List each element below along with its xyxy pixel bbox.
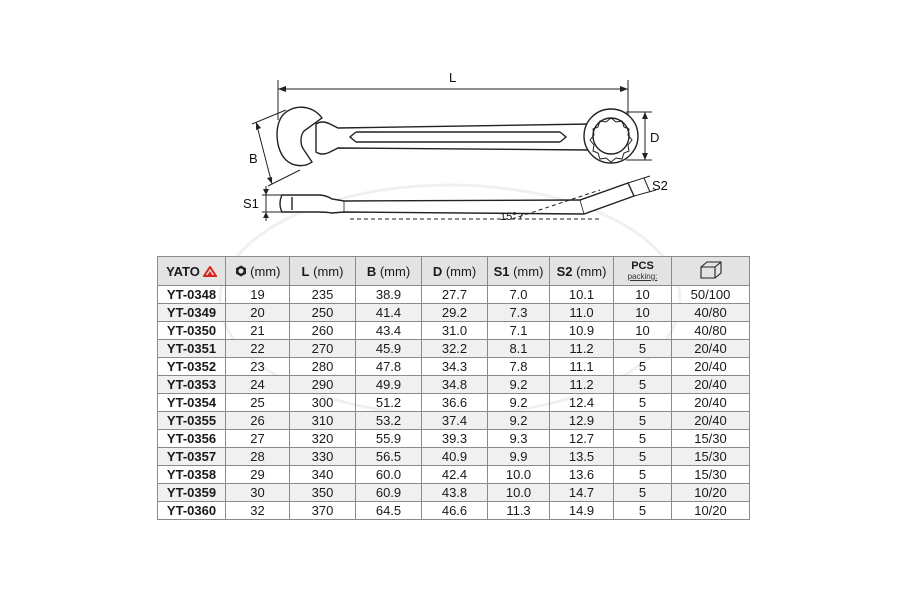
- table-cell: 9.2: [488, 412, 550, 430]
- table-cell: 26: [226, 412, 290, 430]
- table-cell: 42.4: [422, 466, 488, 484]
- table-cell: 12.7: [550, 430, 614, 448]
- table-cell: 45.9: [356, 340, 422, 358]
- table-cell: 43.4: [356, 322, 422, 340]
- table-cell: 10: [614, 322, 672, 340]
- table-cell: 46.6: [422, 502, 488, 520]
- table-cell: 10.0: [488, 466, 550, 484]
- table-header-row: [158, 257, 750, 286]
- box-icon: [700, 261, 722, 279]
- header-D: D (mm): [422, 257, 488, 286]
- table-cell: 7.1: [488, 322, 550, 340]
- product-code-cell: YT-0353: [158, 376, 226, 394]
- table-cell: 31.0: [422, 322, 488, 340]
- header-L: L (mm): [290, 257, 356, 286]
- product-code-cell: YT-0355: [158, 412, 226, 430]
- table-cell: 10: [614, 286, 672, 304]
- table-cell: 310: [290, 412, 356, 430]
- dim-label-L: L: [449, 70, 457, 85]
- header-S1: S1 (mm): [488, 257, 550, 286]
- table-cell: 14.9: [550, 502, 614, 520]
- table-cell: 9.2: [488, 394, 550, 412]
- dimension-L: [278, 80, 628, 120]
- table-cell: 5: [614, 484, 672, 502]
- table-cell: 50/100: [672, 286, 750, 304]
- product-code-cell: YT-0356: [158, 430, 226, 448]
- header-size: [226, 257, 290, 286]
- table-cell: 23: [226, 358, 290, 376]
- wrench-side-view: [280, 183, 634, 214]
- table-cell: 5: [614, 340, 672, 358]
- table-cell: 11.2: [550, 340, 614, 358]
- table-cell: 5: [614, 448, 672, 466]
- table-cell: 7.3: [488, 304, 550, 322]
- table-cell: 10/20: [672, 502, 750, 520]
- product-code-cell: YT-0358: [158, 466, 226, 484]
- table-cell: 64.5: [356, 502, 422, 520]
- table-cell: 5: [614, 376, 672, 394]
- table-row: [158, 502, 750, 520]
- table-cell: 55.9: [356, 430, 422, 448]
- header-pcs: [614, 257, 672, 286]
- header-packing-label: packing:: [627, 272, 658, 281]
- table-cell: 32.2: [422, 340, 488, 358]
- table-row: [158, 322, 750, 340]
- angle-label: 15°: [500, 211, 517, 223]
- yato-logo-icon: [203, 266, 217, 277]
- table-cell: 37.4: [422, 412, 488, 430]
- table-cell: 11.1: [550, 358, 614, 376]
- dim-label-B: B: [249, 151, 258, 166]
- table-cell: 38.9: [356, 286, 422, 304]
- table-cell: 370: [290, 502, 356, 520]
- table-cell: 20/40: [672, 376, 750, 394]
- table-cell: 15/30: [672, 466, 750, 484]
- product-code-cell: YT-0359: [158, 484, 226, 502]
- table-cell: 40/80: [672, 304, 750, 322]
- product-code-cell: YT-0350: [158, 322, 226, 340]
- table-cell: 350: [290, 484, 356, 502]
- table-row: [158, 430, 750, 448]
- table-cell: 9.3: [488, 430, 550, 448]
- table-cell: 27.7: [422, 286, 488, 304]
- table-row: [158, 412, 750, 430]
- table-cell: 12.4: [550, 394, 614, 412]
- table-cell: 10: [614, 304, 672, 322]
- table-cell: 9.9: [488, 448, 550, 466]
- product-code-cell: YT-0352: [158, 358, 226, 376]
- table-cell: 235: [290, 286, 356, 304]
- table-cell: 270: [290, 340, 356, 358]
- table-cell: 5: [614, 394, 672, 412]
- wrench-top-view: [277, 107, 638, 165]
- table-cell: 5: [614, 502, 672, 520]
- product-code-cell: YT-0349: [158, 304, 226, 322]
- table-cell: 10.1: [550, 286, 614, 304]
- dimension-S1: [262, 186, 282, 221]
- table-cell: 20/40: [672, 358, 750, 376]
- table-cell: 40/80: [672, 322, 750, 340]
- table-row: [158, 340, 750, 358]
- table-cell: 60.9: [356, 484, 422, 502]
- table-row: [158, 286, 750, 304]
- table-cell: 15/30: [672, 430, 750, 448]
- table-cell: 49.9: [356, 376, 422, 394]
- table-cell: 40.9: [422, 448, 488, 466]
- dim-label-S2: S2: [652, 178, 668, 193]
- hex-nut-icon: [235, 265, 247, 277]
- table-cell: 280: [290, 358, 356, 376]
- table-cell: 28: [226, 448, 290, 466]
- product-code-cell: YT-0354: [158, 394, 226, 412]
- header-S2: S2 (mm): [550, 257, 614, 286]
- header-pcs-label: PCS: [631, 260, 654, 272]
- table-cell: 13.6: [550, 466, 614, 484]
- header-size-unit: (mm): [250, 263, 281, 279]
- table-body: [158, 286, 750, 520]
- table-cell: 30: [226, 484, 290, 502]
- header-brand: [158, 257, 226, 286]
- table-cell: 24: [226, 376, 290, 394]
- table-cell: 36.6: [422, 394, 488, 412]
- table-cell: 14.7: [550, 484, 614, 502]
- table-cell: 29.2: [422, 304, 488, 322]
- table-cell: 20: [226, 304, 290, 322]
- dim-label-D: D: [650, 130, 660, 145]
- table-cell: 9.2: [488, 376, 550, 394]
- table-cell: 10.0: [488, 484, 550, 502]
- table-cell: 43.8: [422, 484, 488, 502]
- table-cell: 19: [226, 286, 290, 304]
- table-cell: 5: [614, 430, 672, 448]
- table-cell: 10.9: [550, 322, 614, 340]
- dim-label-S1: S1: [243, 196, 259, 211]
- table-cell: 20/40: [672, 394, 750, 412]
- table-cell: 300: [290, 394, 356, 412]
- table-cell: 330: [290, 448, 356, 466]
- table-cell: 51.2: [356, 394, 422, 412]
- table-cell: 32: [226, 502, 290, 520]
- table-row: [158, 304, 750, 322]
- table-row: [158, 484, 750, 502]
- table-cell: 260: [290, 322, 356, 340]
- table-cell: 7.0: [488, 286, 550, 304]
- table-cell: 15/30: [672, 448, 750, 466]
- table-cell: 290: [290, 376, 356, 394]
- table-cell: 5: [614, 358, 672, 376]
- table-cell: 340: [290, 466, 356, 484]
- product-code-cell: YT-0351: [158, 340, 226, 358]
- table-cell: 22: [226, 340, 290, 358]
- table-cell: 60.0: [356, 466, 422, 484]
- table-row: [158, 448, 750, 466]
- table-cell: 34.3: [422, 358, 488, 376]
- table-row: [158, 358, 750, 376]
- table-cell: 5: [614, 412, 672, 430]
- table-cell: 25: [226, 394, 290, 412]
- table-cell: 20/40: [672, 340, 750, 358]
- table-row: [158, 466, 750, 484]
- product-code-cell: YT-0360: [158, 502, 226, 520]
- table-cell: 47.8: [356, 358, 422, 376]
- table-cell: 53.2: [356, 412, 422, 430]
- table-cell: 39.3: [422, 430, 488, 448]
- header-box: [672, 257, 750, 286]
- table-cell: 13.5: [550, 448, 614, 466]
- table-cell: 5: [614, 466, 672, 484]
- table-cell: 250: [290, 304, 356, 322]
- table-cell: 41.4: [356, 304, 422, 322]
- table-cell: 7.8: [488, 358, 550, 376]
- product-code-cell: YT-0348: [158, 286, 226, 304]
- brand-name: YATO: [166, 263, 200, 279]
- table-cell: 12.9: [550, 412, 614, 430]
- table-cell: 8.1: [488, 340, 550, 358]
- spec-table: [157, 256, 750, 520]
- table-cell: 34.8: [422, 376, 488, 394]
- table-cell: 27: [226, 430, 290, 448]
- table-cell: 29: [226, 466, 290, 484]
- table-row: [158, 376, 750, 394]
- table-cell: 21: [226, 322, 290, 340]
- table-cell: 320: [290, 430, 356, 448]
- table-cell: 10/20: [672, 484, 750, 502]
- table-cell: 11.2: [550, 376, 614, 394]
- product-code-cell: YT-0357: [158, 448, 226, 466]
- table-cell: 20/40: [672, 412, 750, 430]
- table-cell: 11.3: [488, 502, 550, 520]
- table-cell: 56.5: [356, 448, 422, 466]
- header-B: B (mm): [356, 257, 422, 286]
- table-row: [158, 394, 750, 412]
- table-cell: 11.0: [550, 304, 614, 322]
